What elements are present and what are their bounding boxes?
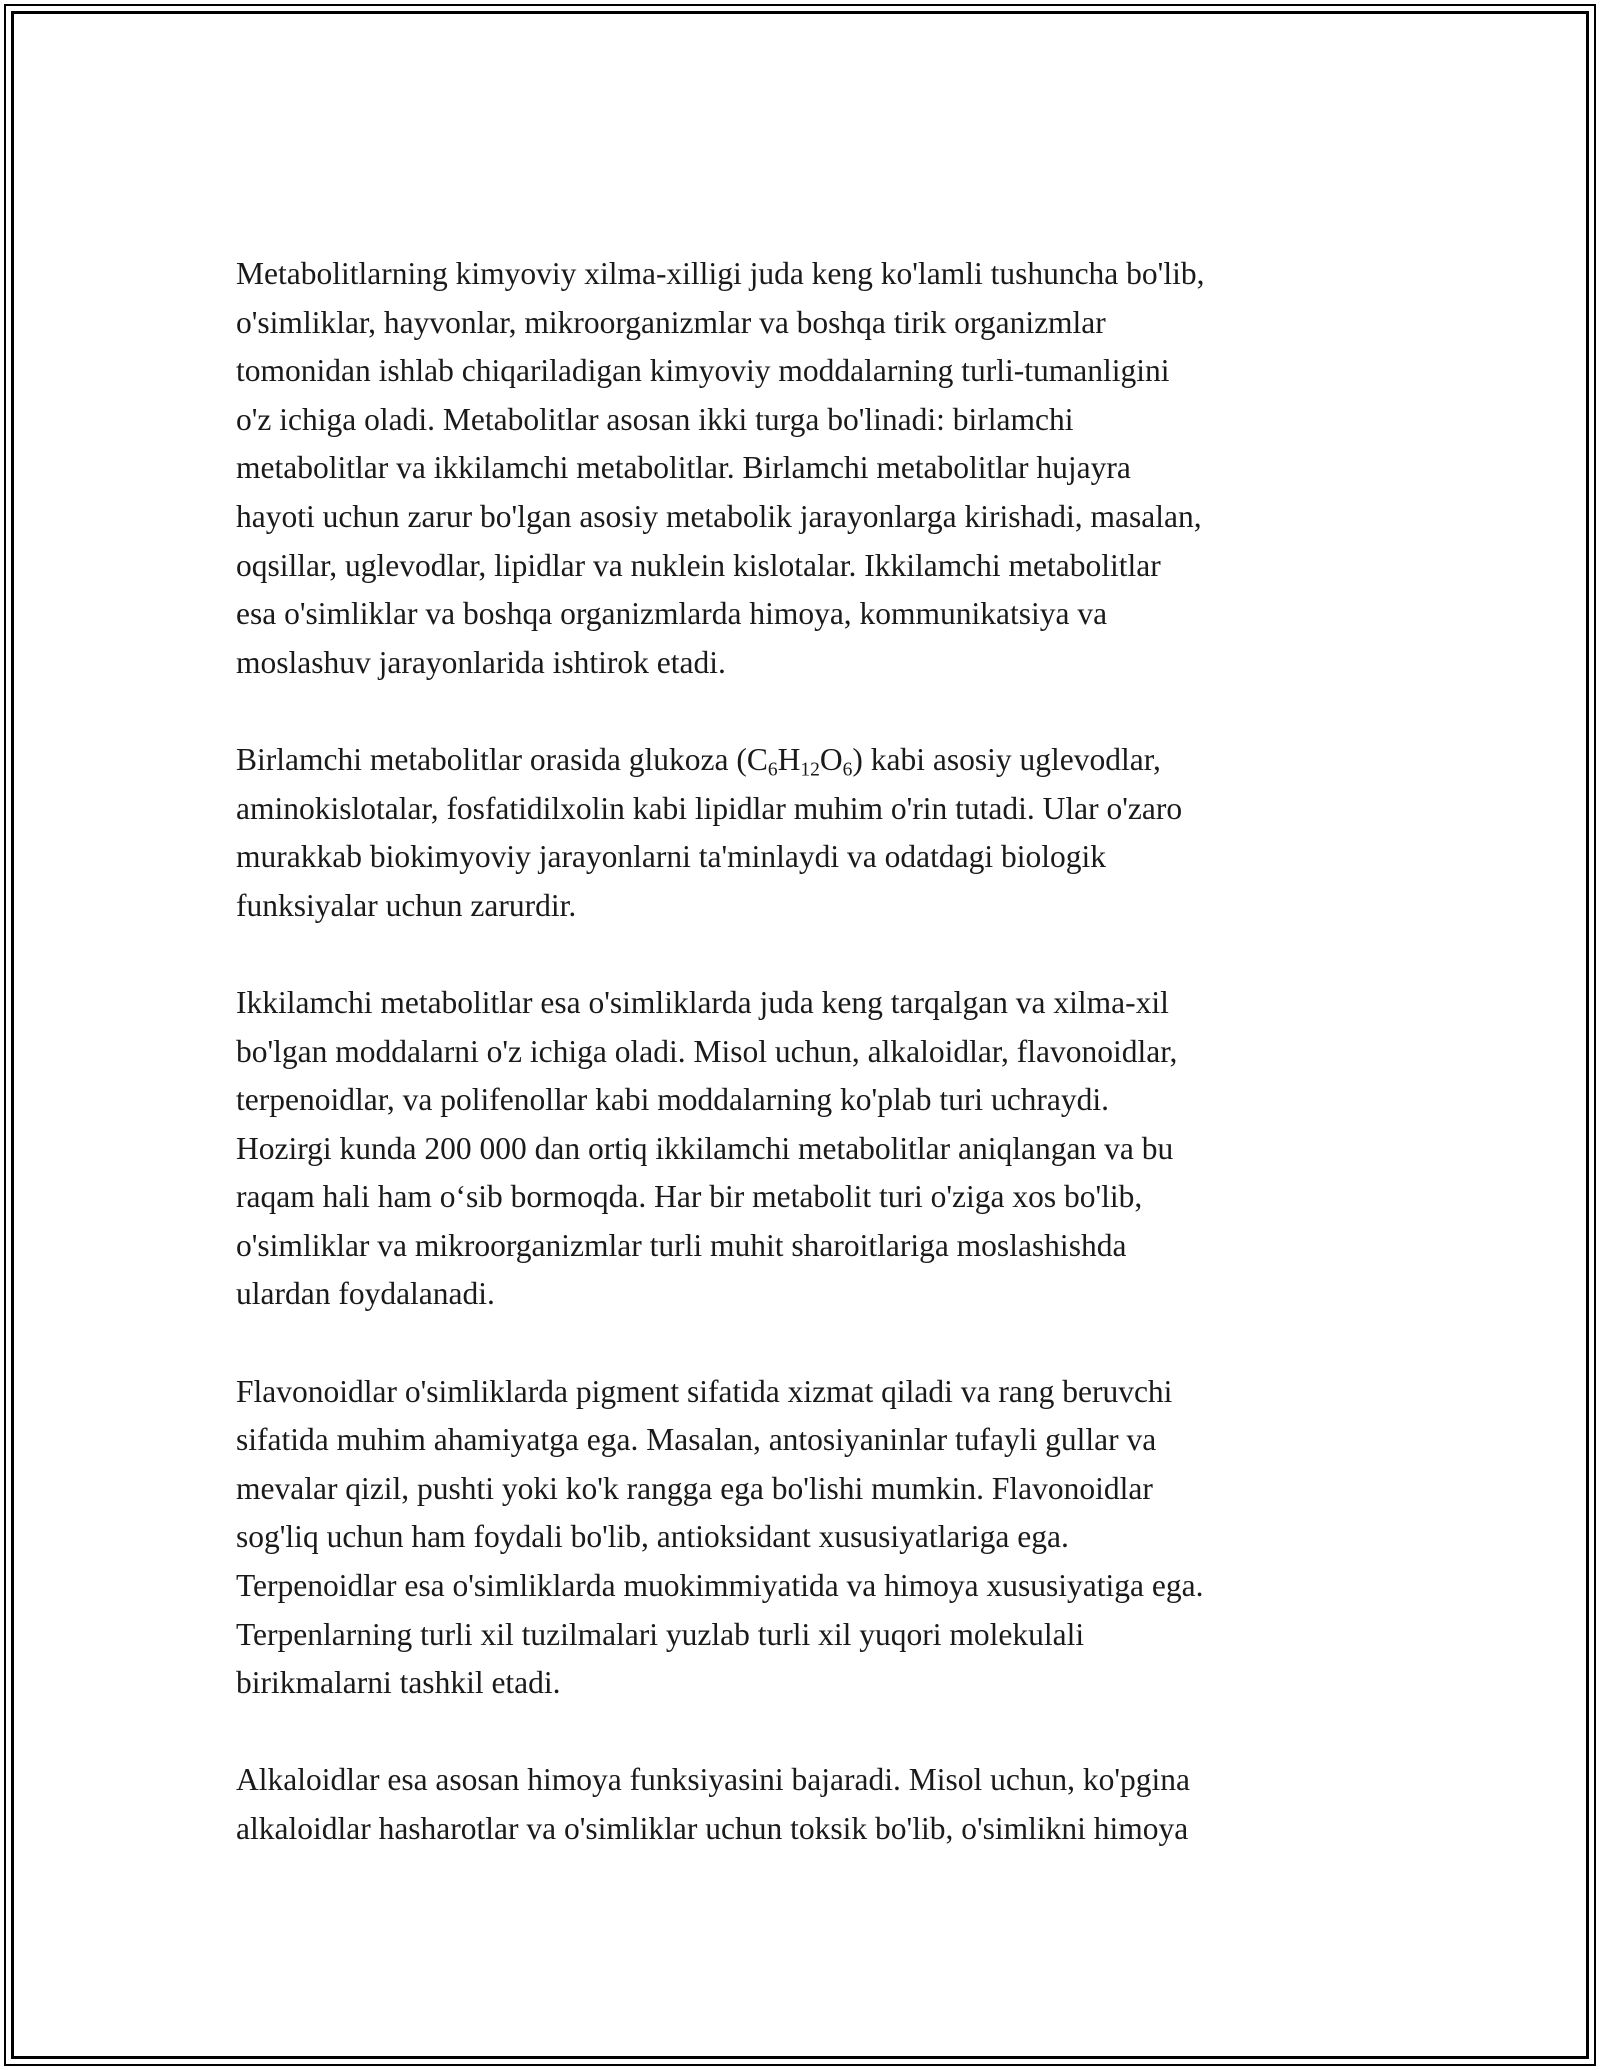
text-line: sog'liq uchun ham foydali bo'lib, antioksidant xususiyatlariga ega. <box>236 1519 1069 1555</box>
text-line: aminokislotalar, fosfatidilxolin kabi lipidlar muhim o'rin tutadi. Ular o'zaro <box>236 790 1183 826</box>
glucose-formula: $C_6H_{12}O_6$ <box>746 741 853 781</box>
text-line: Alkaloidlar esa asosan himoya funksiyasini bajaradi. Misol uchun, ko'pgina <box>236 1762 1190 1798</box>
document-body <box>236 250 1376 1902</box>
text-line: Flavonoidlar o'simliklarda pigment sifatida xizmat qiladi va rang beruvchi <box>236 1373 1173 1409</box>
paragraph-3 <box>236 979 1376 1319</box>
text-line: sifatida muhim ahamiyatga ega. Masalan, antosiyaninlar tufayli gullar va <box>236 1422 1157 1458</box>
text-line: oqsillar, uglevodlar, lipidlar va nuklein kislotalar. Ikkilamchi metabolitlar <box>236 547 1161 583</box>
paragraph-2 <box>236 736 1376 930</box>
text-line: tomonidan ishlab chiqariladigan kimyoviy moddalarning turli-tumanligini <box>236 353 1170 389</box>
text-line: Terpenoidlar esa o'simliklarda muokimmiyatida va himoya xususiyatiga ega. <box>236 1568 1204 1604</box>
text-line: esa o'simliklar va boshqa organizmlarda himoya, kommunikatsiya va <box>236 596 1108 632</box>
text-line: o'simliklar, hayvonlar, mikroorganizmlar va boshqa tirik organizmlar <box>236 304 1106 340</box>
paragraph-1 <box>236 250 1376 687</box>
paragraph-5 <box>236 1756 1376 1853</box>
text-line: ulardan foydalanadi. <box>236 1276 495 1312</box>
text-line: moslashuv jarayonlarida ishtirok etadi. <box>236 644 726 680</box>
text-line: hayoti uchun zarur bo'lgan asosiy metabolik jarayonlarga kirishadi, masalan, <box>236 498 1202 534</box>
text-line: alkaloidlar hasharotlar va o'simliklar uchun toksik bo'lib, o'simlikni himoya <box>236 1811 1189 1846</box>
text-line: bo'lgan moddalarni o'z ichiga oladi. Misol uchun, alkaloidlar, flavonoidlar, <box>236 1033 1178 1069</box>
text-line: birikmalarni tashkil etadi. <box>236 1665 561 1701</box>
text-line: Ikkilamchi metabolitlar esa o'simliklarda juda keng tarqalgan va xilma-xil <box>236 984 1169 1020</box>
text-line: funksiyalar uchun zarurdir. <box>236 887 577 923</box>
text-line: terpenoidlar, va polifenollar kabi moddalarning ko'plab turi uchraydi. <box>236 1082 1110 1118</box>
text-line: o'z ichiga oladi. Metabolitlar asosan ikki turga bo'linadi: birlamchi <box>236 401 1074 437</box>
text-line: mevalar qizil, pushti yoki ko'k rangga ega bo'lishi mumkin. Flavonoidlar <box>236 1470 1153 1506</box>
text-line: o'simliklar va mikroorganizmlar turli muhit sharoitlariga moslashishda <box>236 1227 1127 1263</box>
text-line: murakkab biokimyoviy jarayonlarni ta'minlaydi va odatdagi biologik <box>236 839 1106 875</box>
paragraph-4 <box>236 1368 1376 1708</box>
text-segment: Birlamchi metabolitlar orasida glukoza ( <box>236 741 747 777</box>
formula-line <box>236 736 1376 785</box>
text-line: Hozirgi kunda 200 000 dan ortiq ikkilamchi metabolitlar aniqlangan va bu <box>236 1130 1174 1166</box>
text-line: Metabolitlarning kimyoviy xilma-xilligi juda keng ko'lamli tushuncha bo'lib, <box>236 256 1205 291</box>
text-line: metabolitlar va ikkilamchi metabolitlar. Birlamchi metabolitlar hujayra <box>236 450 1131 486</box>
text-line: Terpenlarning turli xil tuzilmalari yuzlab turli xil yuqori molekulali <box>236 1616 1085 1652</box>
text-line: raqam hali ham o‘sib bormoqda. Har bir metabolit turi o'ziga xos bo'lib, <box>236 1179 1143 1215</box>
text-segment: ) kabi asosiy uglevodlar, <box>852 741 1161 777</box>
